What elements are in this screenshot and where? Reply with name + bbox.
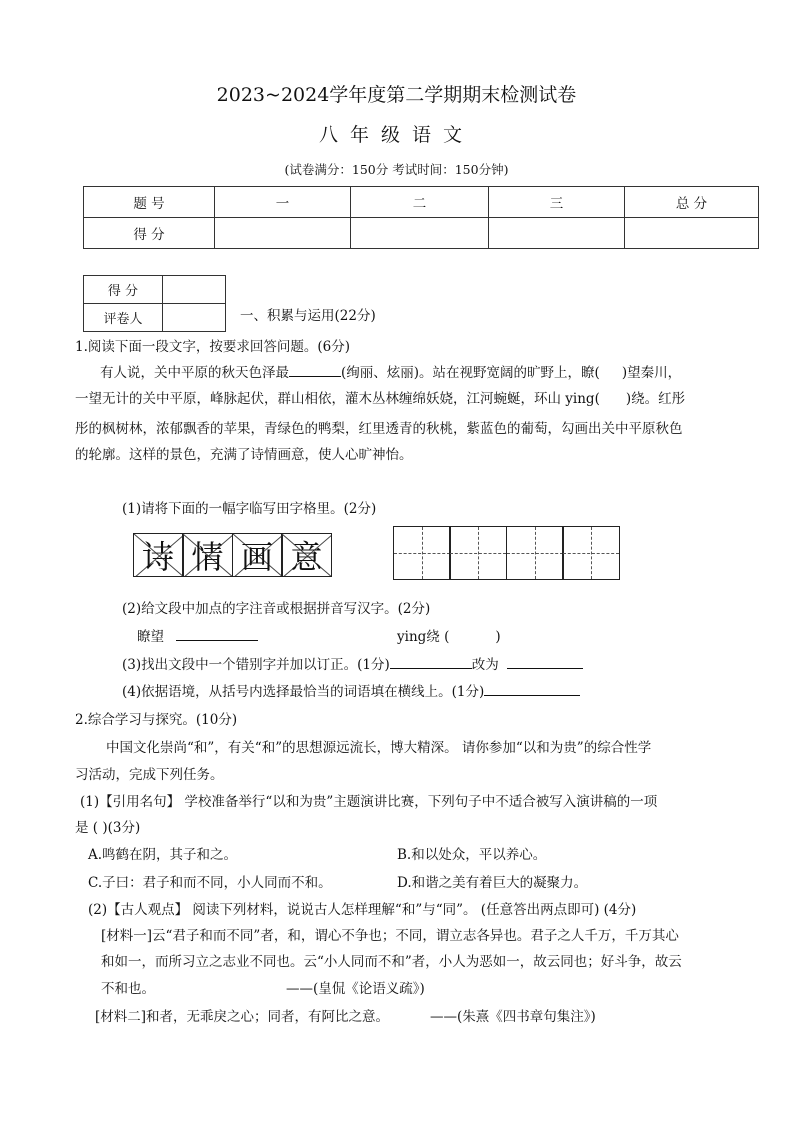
q1-sub1: (1)请将下面的一幅字临写田字格里。(2分): [122, 501, 377, 517]
score-row-label: 得 分: [84, 218, 215, 249]
correct-char-blank[interactable]: [507, 656, 583, 669]
pinyin-answer-blank[interactable]: [176, 628, 258, 641]
grader-table: [83, 275, 226, 332]
sub2-label: 瞭望: [137, 629, 164, 645]
model-char: 诗: [141, 538, 174, 576]
tianzige-cell[interactable]: [562, 526, 620, 580]
option-d[interactable]: D.和谐之美有着巨大的凝聚力。: [397, 875, 588, 891]
option-b[interactable]: B.和以处众，平以养心。: [397, 847, 547, 863]
sub2-label: ying绕 (: [397, 629, 450, 645]
model-char-box: [232, 533, 283, 577]
q1-passage-line4: 的轮廓。这样的景色，充满了诗情画意，使人心旷神怡。: [75, 447, 413, 463]
q1-sub2: (2)给文段中加点的字注音或根据拼音写汉字。(2分): [122, 601, 431, 617]
material2-line: [材料二]和者，无乖戾之心；同者，有阿比之意。: [95, 1009, 390, 1025]
q1-passage-line3: 彤的枫树林，浓郁飘香的苹果，青绿色的鸭梨，红里透青的秋桃，紫蓝色的葡萄，勾画出关中平原秋色: [75, 421, 683, 437]
model-char-box: [182, 533, 233, 577]
exam-note: (试卷满分：150分 考试时间：150分钟): [284, 162, 509, 177]
score-header-cell: 三: [489, 187, 625, 218]
word-choice-blank[interactable]: [484, 683, 580, 696]
exam-title: 2023~2024学年度第二学期期末检测试卷: [216, 84, 577, 106]
q1-passage-line1: [100, 361, 681, 381]
exam-subtitle: 八年级语文: [318, 124, 474, 146]
tianzige-cell[interactable]: [506, 526, 564, 580]
q2-stem: 2.综合学习与探究。(10分): [75, 712, 238, 728]
model-char: 意: [290, 538, 323, 576]
score-header-cell: 题 号: [84, 187, 215, 218]
score-cell[interactable]: [489, 218, 625, 249]
q2-task1-line2: 是 ( )(3分): [75, 820, 141, 836]
q1-sub2-item-b: [397, 625, 501, 645]
q2-task1-line1: (1)【引用名句】 学校准备举行“以和为贵”主题演讲比赛，下列句子中不适合被写入演讲稿的一项: [80, 794, 658, 810]
score-header-cell: 总 分: [625, 187, 759, 218]
tianzige-answer-grid: [394, 526, 620, 580]
model-char: 画: [240, 538, 273, 576]
material1-line2: 和如一，而所习立之志业不同也。云“小人同而不和”者，小人为恶如一，故云同也；好斗争，故云: [101, 954, 682, 970]
q2-intro-line1: 中国文化崇尚“和”，有关“和”的思想源远流长，博大精深。 请你参加“以和为贵”的综合性学: [106, 740, 652, 756]
material1-line3: 不和也。: [101, 981, 155, 997]
sub3-text: 改为: [471, 657, 499, 673]
q1-sub4: [122, 680, 580, 700]
option-a[interactable]: A.鸣鹤在阴，其子和之。: [88, 847, 238, 863]
passage-text: )望秦川，: [621, 365, 682, 381]
tianzige-cell[interactable]: [393, 526, 451, 580]
option-c[interactable]: C.子曰：君子和而不同，小人同而不和。: [88, 875, 332, 891]
section1-heading: 一、积累与运用(22分): [240, 308, 376, 324]
score-cell[interactable]: [625, 218, 759, 249]
score-cell[interactable]: [351, 218, 489, 249]
q2-intro-line2: 习活动，完成下列任务。: [75, 767, 224, 783]
q1-passage-line2: [75, 387, 685, 407]
passage-text: 一望无计的关中平原，峰脉起伏，群山相依，灌木丛林缠绵妖娆，江河蜿蜒，环山 ying(: [75, 391, 600, 407]
sub4-text: (4)依据语境，从括号内选择最恰当的词语填在横线上。(1分): [122, 684, 485, 700]
q2-task2: (2)【古人观点】 阅读下列材料，说说古人怎样理解“和”与“同”。 (任意答出两点即可) (4分): [88, 902, 637, 918]
score-table-header-row: [84, 187, 759, 218]
model-char-box: [281, 533, 332, 577]
score-header-cell: 二: [351, 187, 489, 218]
score-cell[interactable]: [215, 218, 351, 249]
wrong-char-blank[interactable]: [390, 656, 472, 669]
model-char-box: [133, 533, 184, 577]
fill-blank[interactable]: [289, 364, 341, 377]
passage-text: )绕。红彤: [625, 391, 686, 407]
grader-score-cell[interactable]: [163, 276, 226, 304]
material1-source: ——(皇侃《论语义疏》): [286, 981, 425, 997]
q1-stem: 1.阅读下面一段文字，按要求回答问题。(6分): [75, 339, 351, 355]
q1-sub3: [122, 653, 583, 673]
passage-text: (绚丽、炫丽)。站在视野宽阔的旷野上，瞭(: [341, 365, 600, 381]
score-table-score-row: [84, 218, 759, 249]
grader-name-label: 评卷人: [84, 304, 163, 332]
score-header-cell: 一: [215, 187, 351, 218]
sub3-text: (3)找出文段中一个错别字并加以订正。(1分): [122, 657, 390, 673]
model-char: 情: [191, 538, 224, 576]
tianzige-cell[interactable]: [449, 526, 507, 580]
material2-source: ——(朱熹《四书章句集注》): [430, 1009, 596, 1025]
q1-sub2-item-a: [137, 625, 258, 645]
score-table: [83, 186, 759, 249]
grader-score-label: 得 分: [84, 276, 163, 304]
copy-model-characters: [134, 533, 332, 577]
sub2-label: ): [495, 629, 501, 645]
material1-line1: [材料一]云“君子和而不同”者，和，谓心不争也；不同，谓立志各异也。君子之人千万，千万其心: [101, 928, 679, 944]
grader-name-cell[interactable]: [163, 304, 226, 332]
passage-text: 有人说，关中平原的秋天色泽最: [100, 365, 289, 381]
